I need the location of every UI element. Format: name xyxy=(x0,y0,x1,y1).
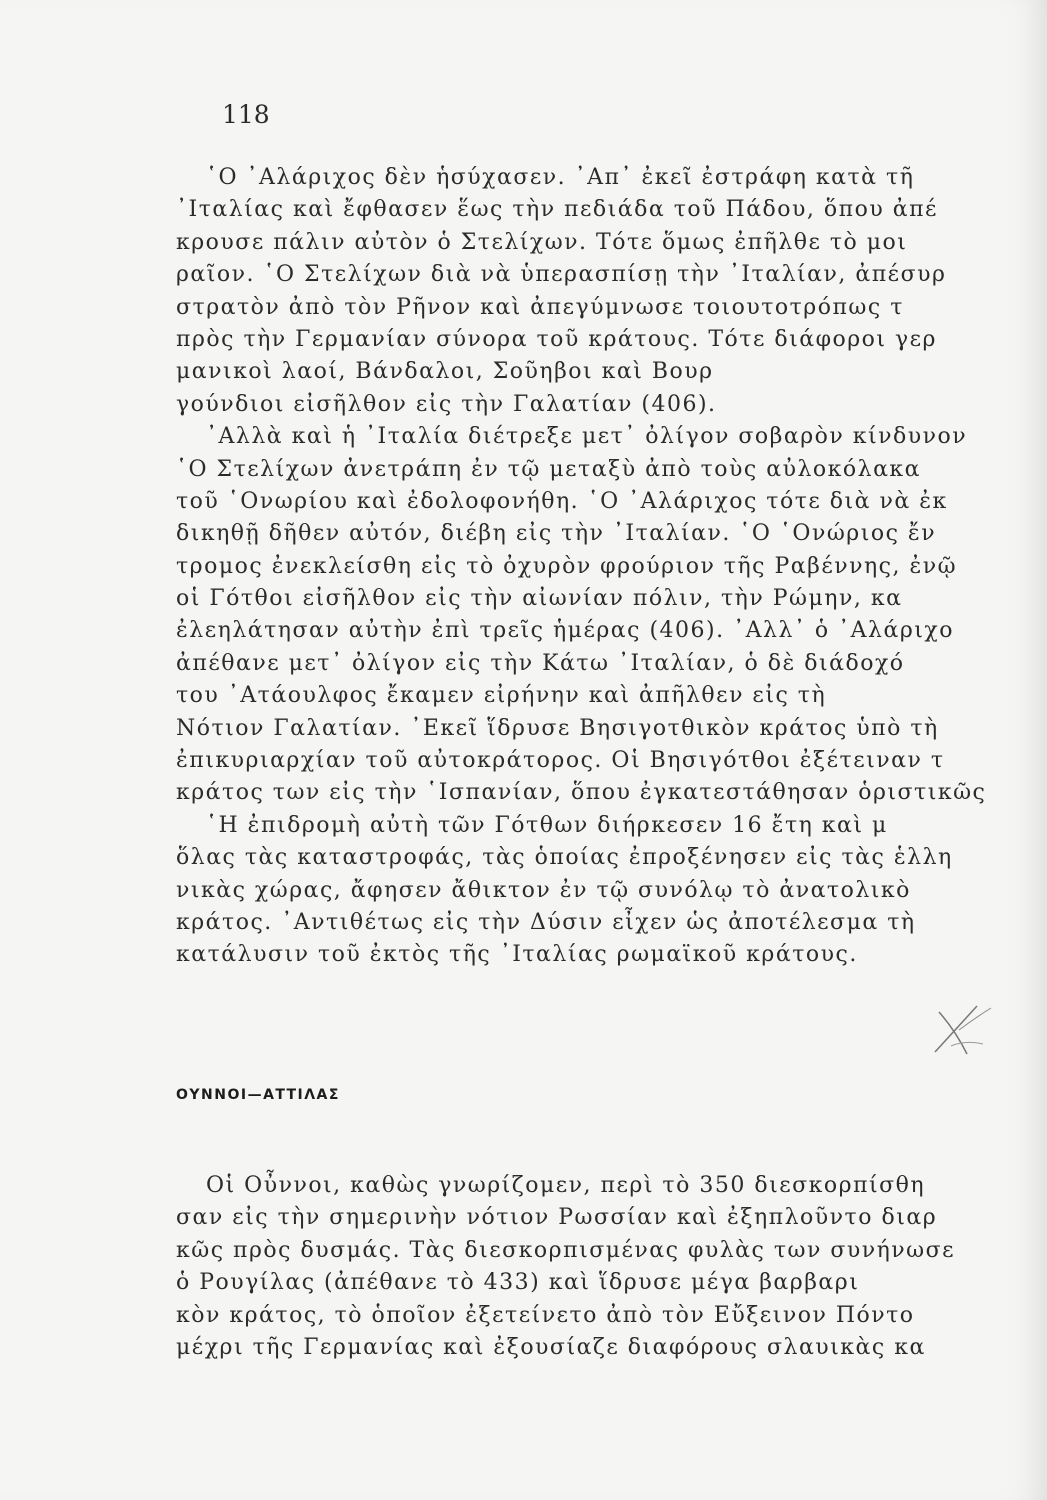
text-line: ῾Ο Στελίχων ἀνετράπη ἐν τῷ μεταξὺ ἀπὸ τοὺς αὐλοκόλακα xyxy=(176,456,922,482)
text-line: κράτος. ᾿Αντιθέτως εἰς τὴν Δύσιν εἶχεν ὡς ἀποτέλεσμα τὴ xyxy=(176,909,916,935)
text-line: του ᾿Ατάουλφος ἔκαμεν εἰρήνην καὶ ἀπῆλθεν εἰς τὴ xyxy=(176,683,827,709)
text-block-alaric xyxy=(176,162,1047,972)
text-line: ᾿Αλλὰ καὶ ἡ ᾿Ιταλία διέτρεξε μετ᾿ ὀλίγον σοβαρὸν κίνδυνον xyxy=(206,424,968,450)
text-line: πρὸς τὴν Γερμανίαν σύνορα τοῦ κράτους. Τότε διάφοροι γερ xyxy=(176,326,937,352)
text-line: στρατὸν ἀπὸ τὸν Ρῆνον καὶ ἀπεγύμνωσε τοιουτοτρόπως τ xyxy=(176,294,904,320)
text-line: ὅλας τὰς καταστροφάς, τὰς ὁποίας ἐπροξένησεν εἰς τὰς ἑλλη xyxy=(176,845,953,871)
text-line: κράτος των εἰς τὴν ῾Ισπανίαν, ὅπου ἐγκατεστάθησαν ὁριστικῶς xyxy=(176,780,987,806)
text-line: κὸν κράτος, τὸ ὁποῖον ἐξετείνετο ἀπὸ τὸν Εὔξεινον Πόντο xyxy=(176,1302,915,1328)
text-line: δικηθῇ δῆθεν αὐτόν, διέβη εἰς τὴν ᾿Ιταλίαν. ῾Ο ῾Ονώριος ἔν xyxy=(176,521,937,547)
text-line: κατάλυσιν τοῦ ἐκτὸς τῆς ᾿Ιταλίας ρωμαϊκοῦ κράτους. xyxy=(176,942,858,968)
text-line: κῶς πρὸς δυσμάς. Τὰς διεσκορπισμένας φυλὰς των συνήνωσε xyxy=(176,1237,956,1263)
text-block-huns xyxy=(176,1170,1047,1364)
text-line: οἱ Γότθοι εἰσῆλθον εἰς τὴν αἰωνίαν πόλιν, τὴν Ρώμην, κα xyxy=(176,586,903,612)
page-number: 118 xyxy=(222,100,270,129)
text-line: τοῦ ῾Ονωρίου καὶ ἐδολοφονήθη. ῾Ο ᾿Αλάριχος τότε διὰ νὰ ἐκ xyxy=(176,488,948,514)
text-line: ἐπικυριαρχίαν τοῦ αὐτοκράτορος. Οἱ Βησιγότθοι ἐξέτειναν τ xyxy=(176,748,945,774)
section-heading: ΟΥΝΝΟΙ—ΑΤΤΙΛΑΣ xyxy=(176,1087,340,1103)
text-line: ῾Η ἐπιδρομὴ αὐτὴ τῶν Γότθων διήρκεσεν 16 ἔτη καὶ μ xyxy=(206,812,888,838)
text-line: γούνδιοι εἰσῆλθον εἰς τὴν Γαλατίαν (406). xyxy=(176,391,717,417)
text-line: μέχρι τῆς Γερμανίας καὶ ἐξουσίαζε διαφόρους σλαυικὰς κα xyxy=(176,1334,926,1360)
text-line: ᾿Ιταλίας καὶ ἔφθασεν ἕως τὴν πεδιάδα τοῦ Πάδου, ὅπου ἀπέ xyxy=(176,197,938,223)
text-line: ραῖον. ῾Ο Στελίχων διὰ νὰ ὑπερασπίσῃ τὴν ᾿Ιταλίαν, ἀπέσυρ xyxy=(176,262,947,288)
text-line: νικὰς χώρας, ἄφησεν ἄθικτον ἐν τῷ συνόλῳ τὸ ἀνατολικὸ xyxy=(176,877,911,903)
text-line: Νότιον Γαλατίαν. ᾿Εκεῖ ἵδρυσε Βησιγοτθικὸν κράτος ὑπὸ τὴ xyxy=(176,715,939,741)
text-line: Οἱ Οὖννοι, καθὼς γνωρίζομεν, περὶ τὸ 350 διεσκορπίσθη xyxy=(206,1173,926,1198)
text-line: τρομος ἐνεκλείσθη εἰς τὸ ὀχυρὸν φρούριον τῆς Ραβέννης, ἐνῷ xyxy=(176,553,958,579)
text-line: ἀπέθανε μετ᾿ ὀλίγον εἰς τὴν Κάτω ᾿Ιταλίαν, ὁ δὲ διάδοχό xyxy=(176,650,905,676)
text-line: ῾Ο ᾿Αλάριχος δὲν ἡσύχασεν. ᾿Απ᾿ ἐκεῖ ἐστράφη κατὰ τῆ xyxy=(206,165,915,190)
text-line: σαν εἰς τὴν σημερινὴν νότιον Ρωσσίαν καὶ ἐξηπλοῦντο διαρ xyxy=(176,1205,938,1231)
text-line: κρουσε πάλιν αὐτὸν ὁ Στελίχων. Τότε ὅμως ἐπῆλθε τὸ μοι xyxy=(176,229,908,255)
pencil-mark-icon xyxy=(925,1000,995,1060)
text-line: ἐλεηλάτησαν αὐτὴν ἐπὶ τρεῖς ἡμέρας (406). ᾿Αλλ᾿ ὁ ᾿Αλάριχο xyxy=(176,618,954,644)
text-line: μανικοὶ λαοί, Βάνδαλοι, Σοῦηβοι καὶ Βουρ xyxy=(176,359,714,385)
text-line: ὁ Ρουγίλας (ἀπέθανε τὸ 433) καὶ ἵδρυσε μέγα βαρβαρι xyxy=(176,1270,860,1296)
